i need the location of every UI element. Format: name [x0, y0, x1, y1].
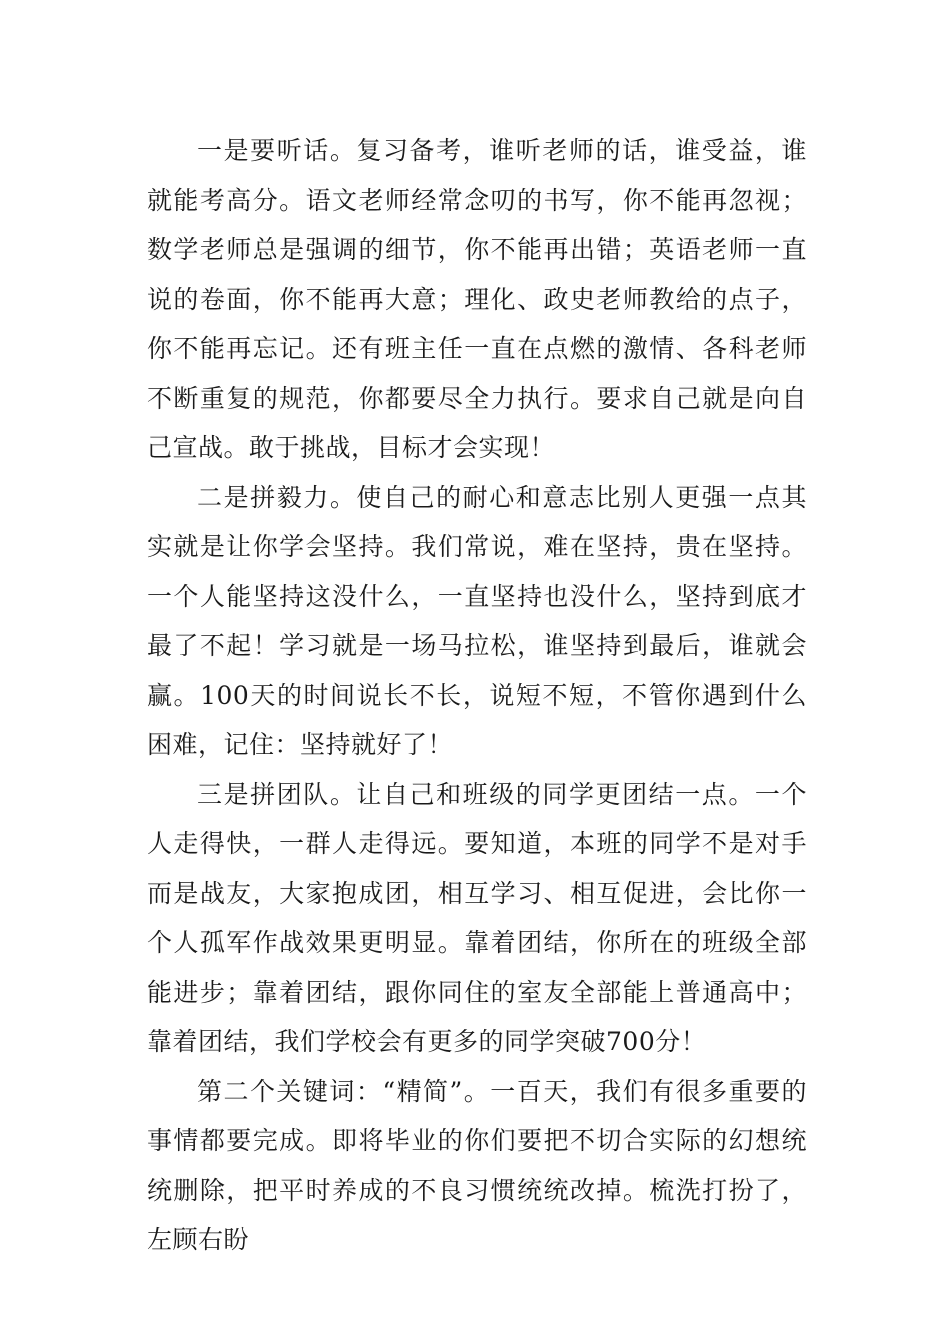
paragraph-simplify: 第二个关键词：“精简”。一百天，我们有很多重要的事情都要完成。即将毕业的你们要把不切合实际的幻想统统删除，把平时养成的不良习惯统统改掉。梳洗打扮了，左顾右盼: [147, 1076, 807, 1254]
paragraph-teamwork: 三是拼团队。让自己和班级的同学更团结一点。一个人走得快，一群人走得远。要知道，本班的同学不是对手而是战友，大家抱成团，相互学习、相互促进，会比你一个人孤军作战效果更明显。靠着团结，你所在的班级全部能进步；靠着团结，跟你同住的室友全部能上普通高中；靠着团结，我们学校会有更多的同学突破700分！: [147, 779, 807, 1056]
paragraph-listen: 一是要听话。复习备考，谁听老师的话，谁受益，谁就能考高分。语文老师经常念叨的书写，你不能再忽视；数学老师总是强调的细节，你不能再出错；英语老师一直说的卷面，你不能再大意；理化、政史老师教给的点子，你不能再忘记。还有班主任一直在点燃的激情、各科老师不断重复的规范，你都要尽全力执行。要求自己就是向自己宣战。敢于挑战，目标才会实现！: [147, 136, 807, 462]
document-body: [147, 126, 807, 1265]
paragraph-perseverance: 二是拼毅力。使自己的耐心和意志比别人更强一点其实就是让你学会坚持。我们常说，难在坚持，贵在坚持。一个人能坚持这没什么，一直坚持也没什么，坚持到底才最了不起！学习就是一场马拉松，谁坚持到最后，谁就会赢。100天的时间说长不长，说短不短，不管你遇到什么困难，记住：坚持就好了！: [147, 482, 807, 759]
